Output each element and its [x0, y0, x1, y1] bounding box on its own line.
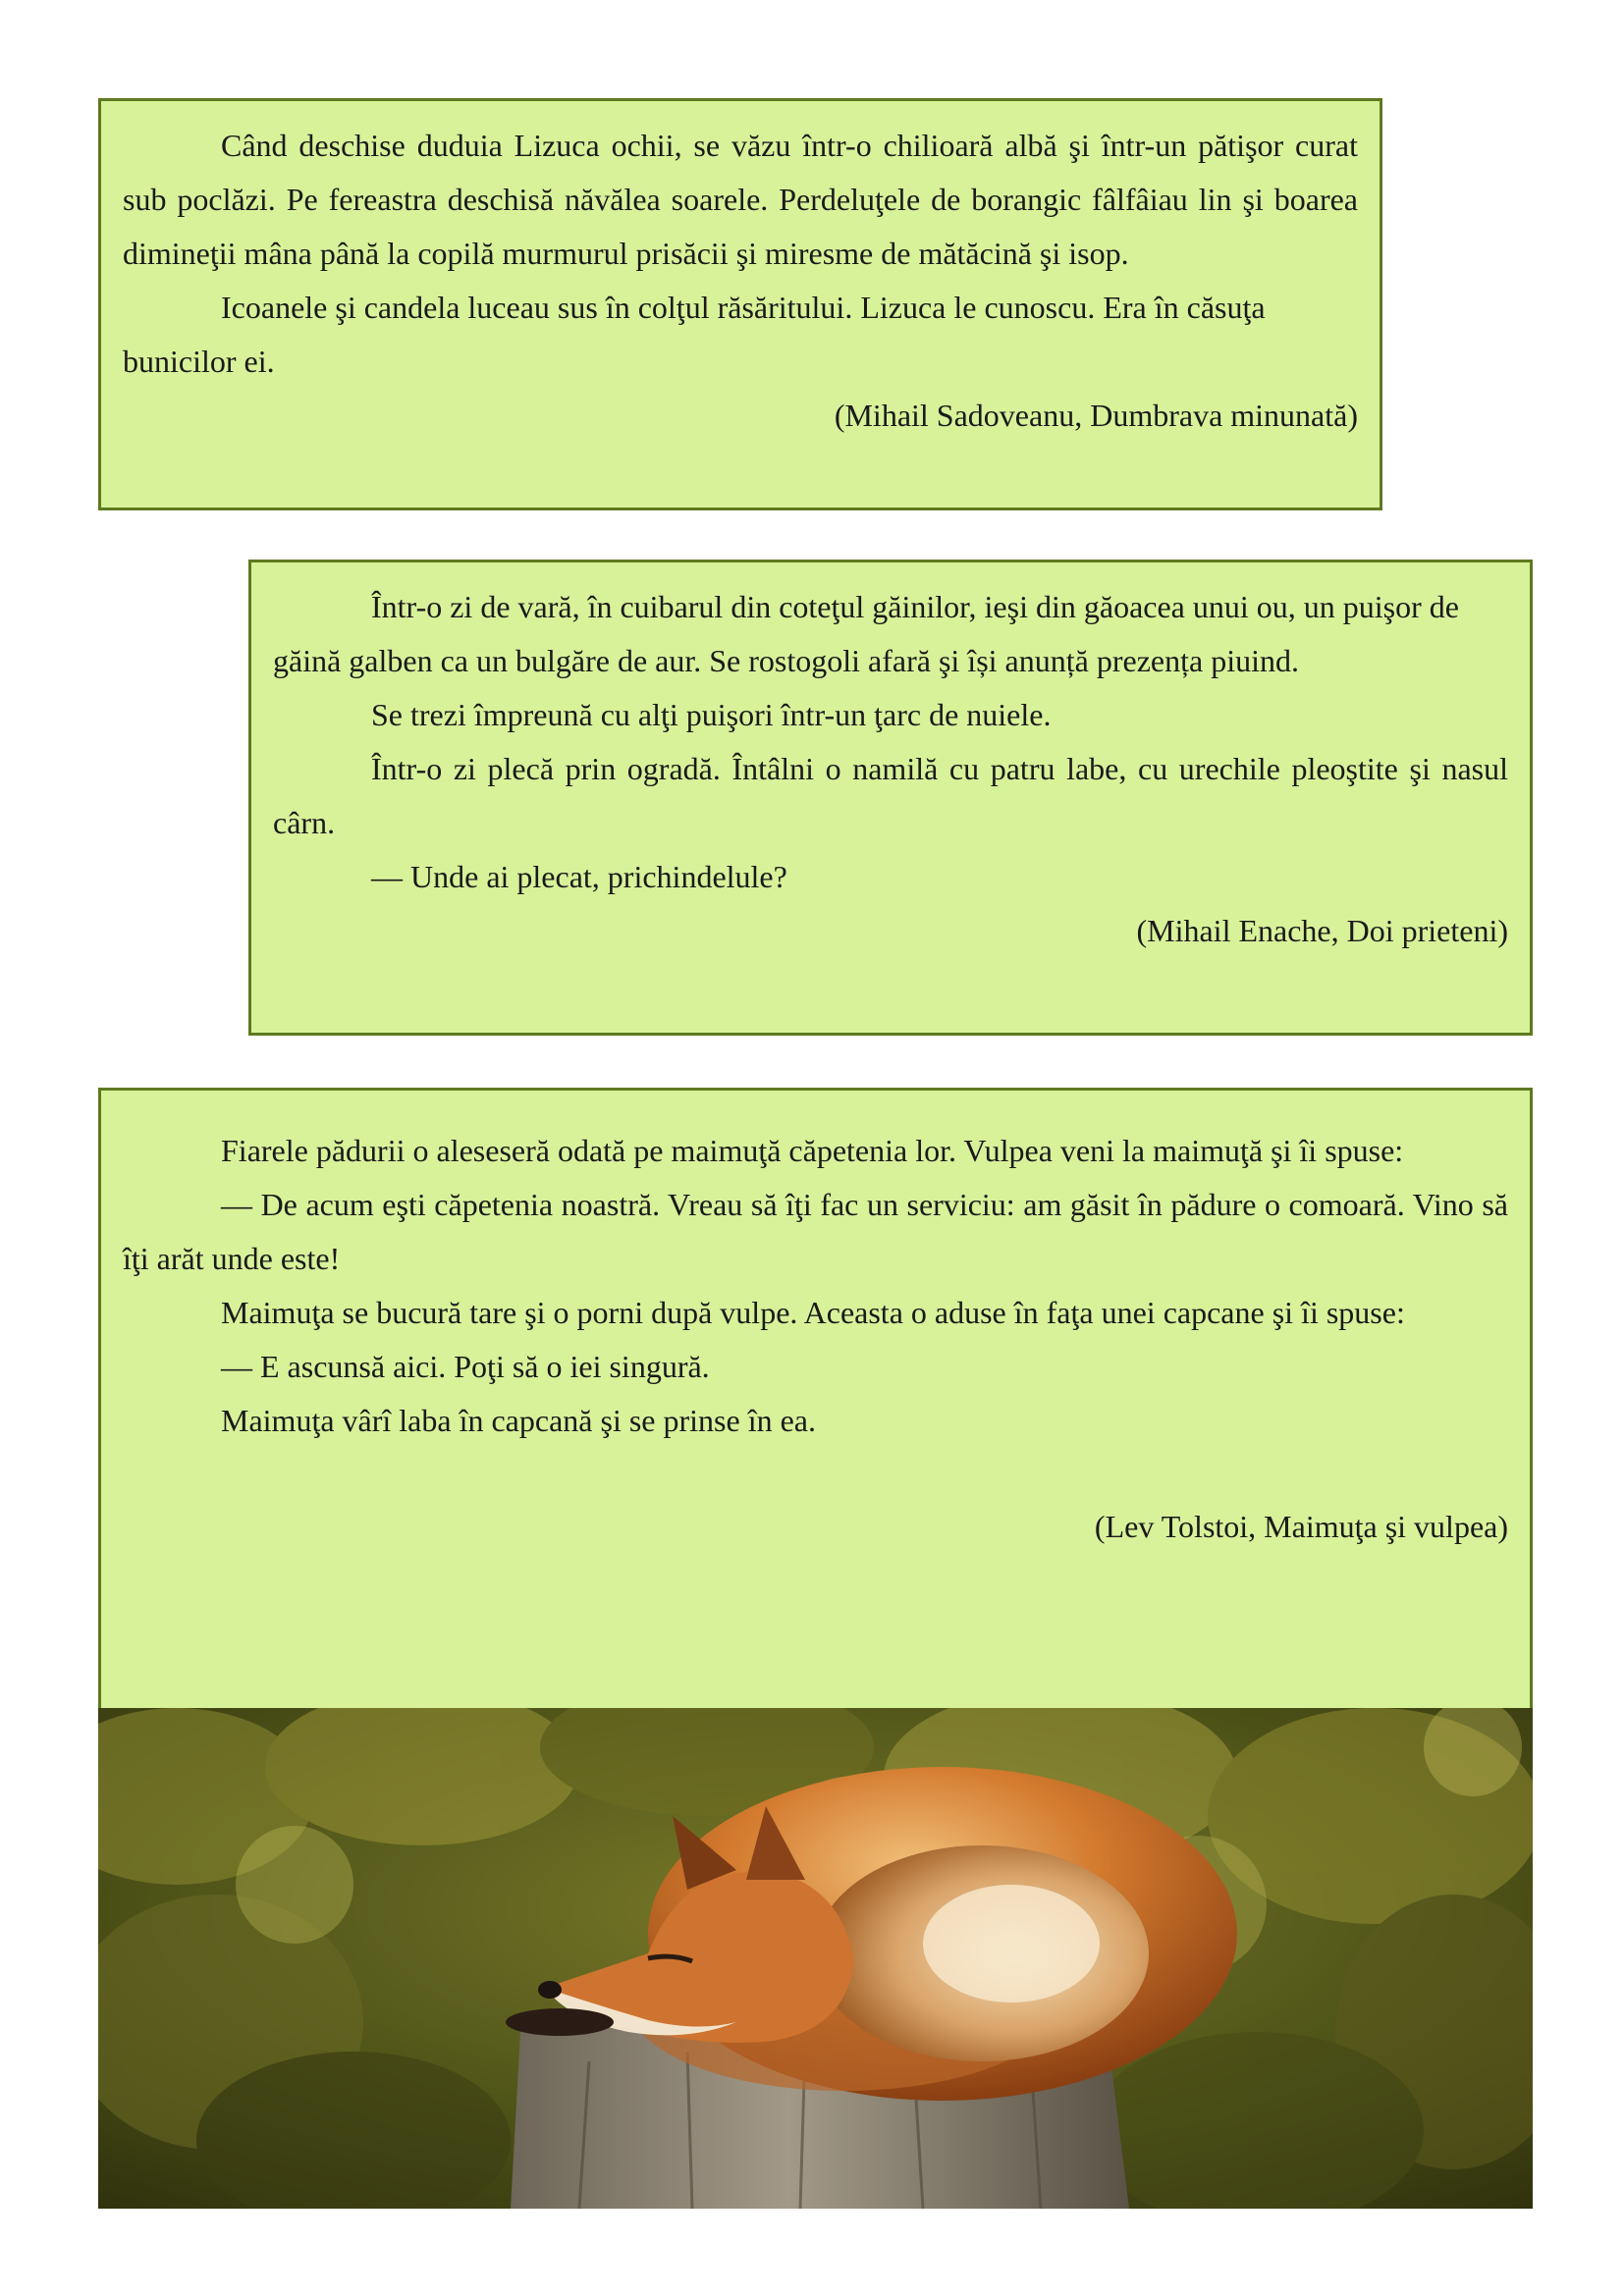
excerpt-citation: (Lev Tolstoi, Maimuţa şi vulpea)	[1094, 1509, 1508, 1544]
excerpt-paragraph: Într-o zi de vară, în cuibarul din coteţul găinilor, ieşi din găoacea unui ou, un puişor de găină galben ca un bulgăre de aur. Se rostogoli afară şi își anunță prezența piuind.	[273, 589, 1459, 678]
excerpt-paragraph: Fiarele pădurii o aleseseră odată pe maimuţă căpetenia lor. Vulpea veni la maimuţă şi îi spuse:	[221, 1133, 1404, 1168]
excerpt-paragraph: Maimuţa vârî laba în capcană şi se prinse în ea.	[221, 1403, 816, 1438]
excerpt-citation: (Mihail Sadoveanu, Dumbrava minunată)	[834, 398, 1358, 433]
excerpt-citation: (Mihail Enache, Doi prieteni)	[1136, 913, 1508, 948]
excerpt-paragraph: Când deschise duduia Lizuca ochii, se văzu într-o chilioară albă şi într-un pătişor curat sub poclăzi. Pe fereastra deschisă năvălea soarele. Perdeluţele de borangic fâlfâiau lin şi boarea dimineţii mâna până la copilă murmurul prisăcii şi miresme de mătăcină şi isop.	[123, 128, 1358, 271]
fox-photo	[98, 1708, 1533, 2209]
excerpt-enache	[248, 560, 1533, 1036]
excerpt-paragraph: Icoanele şi candela luceau sus în colţul răsăritului. Lizuca le cunoscu. Era în căsuţa bunicilor ei.	[123, 290, 1266, 379]
excerpt-sadoveanu	[98, 98, 1382, 510]
excerpt-paragraph: — E ascunsă aici. Poţi să o iei singură.	[221, 1349, 710, 1384]
excerpt-paragraph: Maimuţa se bucură tare şi o porni după vulpe. Aceasta o aduse în faţa unei capcane şi îi spuse:	[221, 1295, 1405, 1330]
excerpt-paragraph: Într-o zi plecă prin ogradă. Întâlni o namilă cu patru labe, cu urechile pleoştite şi nasul cârn.	[273, 751, 1508, 840]
excerpt-paragraph: — De acum eşti căpetenia noastră. Vreau să îţi fac un serviciu: am găsit în pădure o comoară. Vino să îţi arăt unde este!	[123, 1187, 1508, 1276]
excerpt-paragraph: — Unde ai plecat, prichindelule?	[371, 859, 787, 894]
excerpt-tolstoi	[98, 1088, 1533, 1716]
excerpt-paragraph: Se trezi împreună cu alţi puişori într-un ţarc de nuiele.	[371, 697, 1052, 732]
